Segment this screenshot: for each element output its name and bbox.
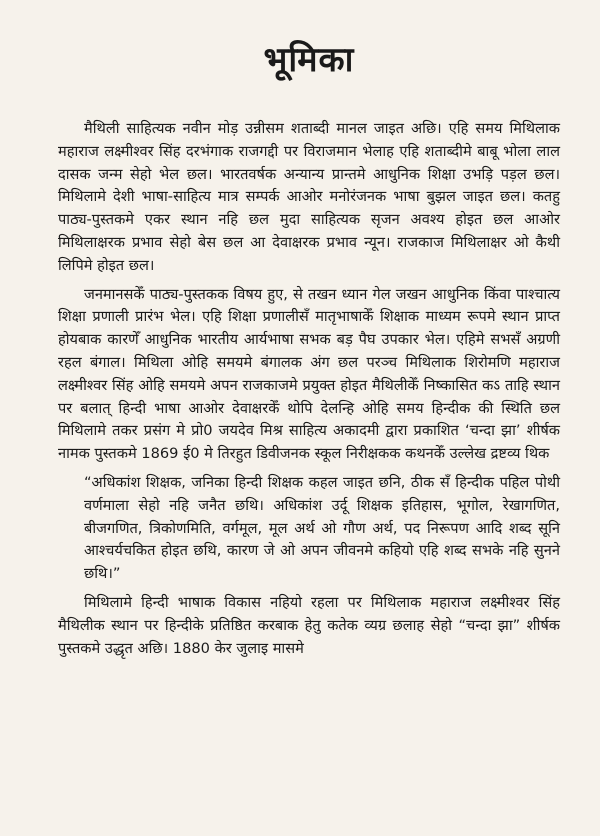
block-quote: “अधिकांश शिक्षक, जनिका हिन्दी शिक्षक कहल जाइत छनि, ठीक सँ हिन्दीक पहिल पोथी वर्णमाला सेहो नहि जनैत छथि। अधिकांश उर्दू शिक्षक इतिहास, भूगोल, रेखागणित, बीजगणित, त्रिकोणमिति, वर्गमूल, मूल अर्थ ओ गौण अर्थ, पद निरूपण आदि शब्द सूनि आश्चर्यचकित होइत छथि, कारण जे ओ अपन जीवनमे कहियो एहि शब्द सभके नहि सुनने छथि।” [84, 473, 560, 583]
paragraph-1: मैथिली साहित्यक नवीन मोड़ उन्नीसम शताब्दी मानल जाइत अछि। एहि समय मिथिलाक महाराज लक्ष्मीश्वर सिंह दरभंगाक राजगद्दी पर विराजमान भेलाह एहि शताब्दीमे बाबू भोला लाल दासक जन्म सेहो भेल छल। भारतवर्षक अन्यान्य प्रान्तमे आधुनिक शिक्षा उभड़ि पड़ल छल। मिथिलामे देशी भाषा-साहित्य मात्र सम्पर्क आओर मनोरंजनक भाषा बुझल जाइत छल। कतहु पाठ्य-पुस्तकमे एकर स्थान नहि छल मुदा साहित्यक सृजन अवश्य होइत छल आओर मिथिलाक्षरक प्रभाव सेहो बेस छल आ देवाक्षरक प्रभाव न्यून। राजकाज मिथिलाक्षर ओ कैथी लिपिमे होइत छल। [58, 120, 560, 274]
paragraph-2: जनमानसकेँ पाठ्य-पुस्तकक विषय हुए, से तखन ध्यान गेल जखन आधुनिक किंवा पाश्चात्य शिक्षा प्रणाली प्रारंभ भेल। एहि शिक्षा प्रणालीसँ मातृभाषाकेँ शिक्षाक माध्यम रूपमे स्थान प्राप्त होयबाक कारणेँ आधुनिक भारतीय आर्यभाषा सभक बड़ पैघ उपकार भेल। एहिमे सभसँ अग्रणी रहल बंगाल। मिथिला ओहि समयमे बंगालक अंग छल परञ्च मिथिलाक शिरोमणि महाराज लक्ष्मीश्वर सिंह ओहि समयमे अपन राजकाजमे प्रयुक्त होइत मैथिलीकेँ निष्कासित कऽ ताहि स्थान पर बलात् हिन्दी भाषा आओर देवाक्षरकेँ थोपि देलन्हि ओहि समय हिन्दीक की स्थिति छल मिथिलामे तकर प्रसंग मे प्रो0 जयदेव मिश्र साहित्य अकादमी द्वारा प्रकाशित ‘चन्दा झा’ शीर्षक नामक पुस्तकमे 1869 ई0 मे तिरहुत डिवीजनक स्कूल निरीक्षकक कथनकेँ उल्लेख द्रष्टव्य थिक [58, 285, 560, 463]
page-title: भूमिका [263, 40, 355, 80]
paragraph-3: मिथिलामे हिन्दी भाषाक विकास नहियो रहला पर मिथिलाक महाराज लक्ष्मीश्वर सिंह मैथिलीक स्थान पर हिन्दीके प्रतिष्ठित करबाक हेतु कतेक व्यग्र छलाह सेहो “चन्दा झा” शीर्षक पुस्तकमे उद्धृत अछि। 1880 केर जुलाइ मासमे [58, 593, 560, 657]
document-body [58, 118, 560, 660]
